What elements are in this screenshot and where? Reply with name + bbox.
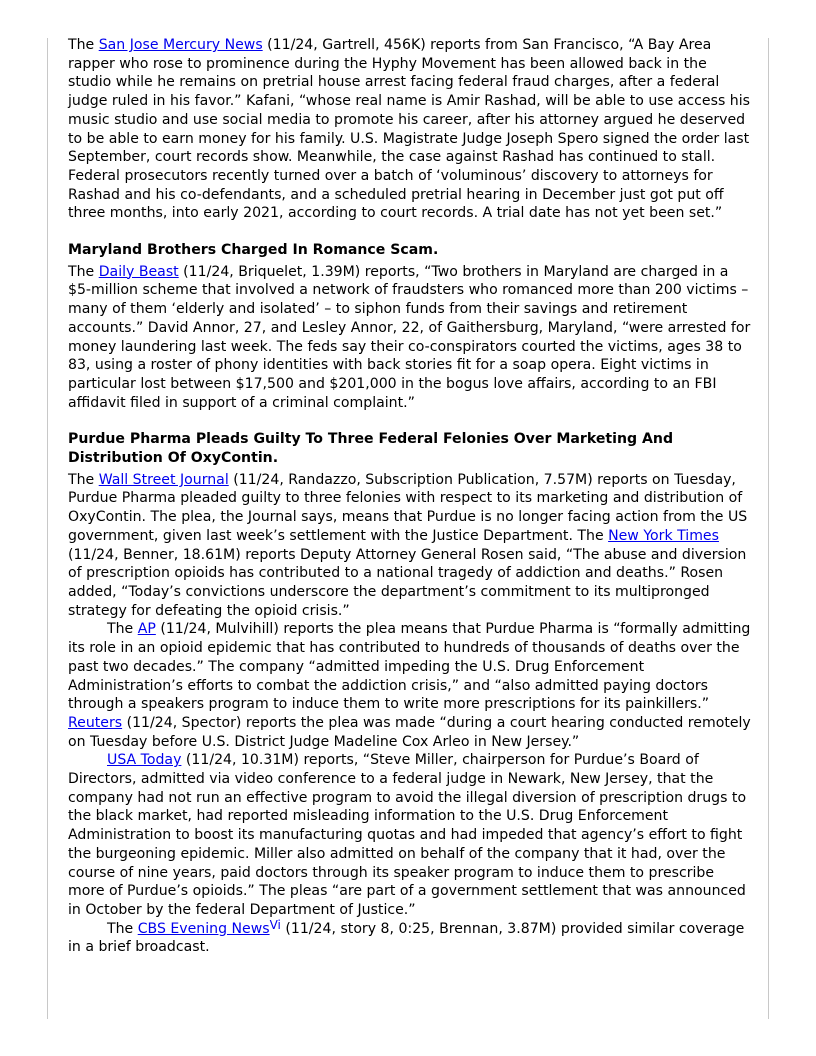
source-link-new-york-times[interactable]: New York Times: [608, 527, 719, 544]
source-link-usa-today[interactable]: USA Today: [107, 752, 182, 769]
right-margin-rule: [768, 38, 769, 1019]
article-3-paragraph-4: The CBS Evening News$^{Vi}$ (11/24, story 8, 0:25, Brennan, 3.87M) provided similar coverage in a brief broadcast.: [68, 917, 745, 956]
article-1-paragraph-1: The San Jose Mercury News (11/24, Gartrell, 456K) reports from San Francisco, “A Bay Area rapper who rose to prominence during the Hyphy Movement has been allowed back in the studio while he remains on pretrial house arrest facing federal fraud charges, after a federal judge ruled in his favor.” Kafani, “whose real name is Amir Rashad, will be able to use access his music studio and use social media to promote his career, after his attorney argued he deserved to be able to earn money for his family. U.S. Magistrate Judge Joseph Spero signed the order last September, court records show. Meanwhile, the case against Rashad has continued to stall. Federal prosecutors recently turned over a batch of ‘voluminous’ discovery to attorneys for Rashad and his co-defendants, and a scheduled pretrial hearing in December just got put off three months, into early 2021, according to court records. A trial date has not yet been set.”: [68, 37, 750, 222]
source-link-wall-street-journal[interactable]: Wall Street Journal: [98, 471, 229, 488]
article-3-paragraph-2: The AP (11/24, Mulvihill) reports the plea means that Purdue Pharma is “formally admitting its role in an opioid epidemic that has contributed to hundreds of thousands of deaths over the past two decades.” The company “admitted impeding the U.S. Drug Enforcement Administration’s efforts to combat the addiction crisis,” and “also admitted paying doctors through a speakers program to induce them to write more prescriptions for its painkillers.” Reuters (11/24, Spector) reports the plea was made “during a court hearing conducted remotely on Tuesday before U.S. District Judge Madeline Cox Arleo in New Jersey.”: [68, 621, 751, 750]
article-2-paragraph-1: The Daily Beast (11/24, Briquelet, 1.39M) reports, “Two brothers in Maryland are charged in a $5-million scheme that involved a network of fraudsters who romanced more than 200 victims – many of them ‘elderly and isolated’ – to siphon funds from their savings and retirement accounts.” David Annor, 27, and Lesley Annor, 22, of Gaithersburg, Maryland, “were arrested for money laundering last week. The feds say their co-conspirators courted the victims, ages 38 to 83, using a roster of phony identities with back stories fit for a soap opera. Eight victims in particular lost between $17,500 and $201,000 in the bogus love affairs, according to an FBI affidavit filed in support of a criminal complaint.”: [68, 263, 751, 411]
source-link-daily-beast[interactable]: Daily Beast: [98, 263, 179, 280]
article-2-headline: Maryland Brothers Charged In Romance Scam.: [68, 242, 439, 259]
source-link-san-jose-mercury-news[interactable]: San Jose Mercury News: [98, 37, 263, 53]
video-link-marker[interactable]: Vi: [269, 917, 281, 932]
left-margin-rule: [47, 38, 48, 1019]
article-3-headline: Purdue Pharma Pleads Guilty To Three Federal Felonies Over Marketing And Distribution Of OxyContin.: [68, 431, 674, 467]
news-briefing-page: [68, 36, 752, 957]
source-link-reuters[interactable]: Reuters: [68, 714, 123, 731]
article-3-paragraph-3: USA Today (11/24, 10.31M) reports, “Steve Miller, chairperson for Purdue’s Board of Directors, admitted via video conference to a federal judge in Newark, New Jersey, that the company had not run an effective program to avoid the illegal diversion of prescription drugs to the black market, had reported misleading information to the U.S. Drug Enforcement Administration to boost its manufacturing quotas and had impeded that agency’s effort to fight the burgeoning epidemic. Miller also admitted on behalf of the company that it had, over the course of nine years, paid doctors through its speaker program to induce them to prescribe more of Purdue’s opioids.” The pleas “are part of a government settlement that was announced in October by the federal Department of Justice.”: [68, 752, 747, 918]
article-3-paragraph-1: The Wall Street Journal (11/24, Randazzo, Subscription Publication, 7.57M) reports on Tuesday, Purdue Pharma pleaded guilty to three felonies with respect to its marketing and distribution of OxyContin. The plea, the Journal says, means that Purdue is no longer facing action from the US government, given last week’s settlement with the Justice Department. The New York Times (11/24, Benner, 18.61M) reports Deputy Attorney General Rosen said, “The abuse and diversion of prescription opioids has contributed to a national tragedy of addiction and deaths.” Rosen added, “Today’s convictions underscore the department’s commitment to its multipronged strategy for defeating the opioid crisis.”: [68, 471, 748, 619]
source-link-ap[interactable]: AP: [137, 621, 156, 638]
source-link-cbs-evening-news[interactable]: CBS Evening News: [137, 920, 270, 937]
